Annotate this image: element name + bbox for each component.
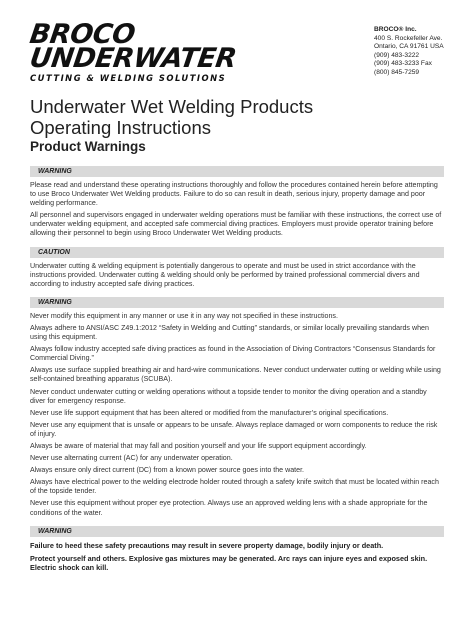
logo-line-1: BROCO [27, 19, 137, 50]
paragraph: Never use life support equipment that has been altered or modified from the manufacturer’s original specifications. [30, 408, 389, 417]
section-heading: Product Warnings [30, 139, 146, 154]
warning-banner: WARNING [30, 166, 444, 177]
company-name: BROCO® Inc. [374, 26, 417, 33]
broco-logo [27, 19, 239, 84]
title-line-1: Underwater Wet Welding Products [30, 96, 314, 117]
address-line-2: Ontario, CA 91761 USA [374, 43, 444, 51]
title-line-2: Operating Instructions [30, 117, 211, 138]
paragraph: Never use this equipment without proper eye protection. Always use an approved welding lens with a shade appropriate for the conditions of the water. [30, 499, 428, 517]
paragraph: Always have electrical power to the welding electrode holder routed through a safety knife switch that must be located within reach of the topside tender. [30, 478, 439, 496]
document-title [30, 96, 450, 138]
company-address-block [374, 26, 444, 78]
paragraph: Always adhere to ANSI/ASC Z49.1:2012 “Safety in Welding and Cutting” standards, or similar locally prevailing standards when using this equipment. [30, 323, 429, 342]
paragraph: Please read and understand these operating instructions thoroughly and follow the procedures contained herein before attempting to use Broco Underwater Wet Welding products. Failure to do so can result in death, serious injury, property damage and poor welding performance. [30, 181, 438, 208]
logo-line-2: UNDERWATER [27, 43, 239, 74]
bold-warning-text: Protect yourself and others. Explosive gas mixtures may be generated. Arc rays can injure eyes and exposed skin. Electric shock can kill. [30, 553, 428, 573]
paragraph: Always use surface supplied breathing air and hard-wire communications. Never conduct underwater cutting or welding while using self-contained breathing apparatus (SCUBA). [30, 366, 441, 384]
phone-number: (909) 483-3222 [374, 51, 420, 59]
paragraph: Always ensure only direct current (DC) from a known power source goes into the water. [30, 466, 305, 475]
address-line-1: 400 S. Rockefeller Ave. [374, 34, 443, 42]
paragraph: All personnel and supervisors engaged in underwater welding operations must be familiar with these instructions, the correct use of underwater welding equipment, and accepted safe commercial diving practices. Employers must provide operator training before allowing their personnel to begin using Broco Underwater Wet Welding products. [30, 211, 442, 238]
warning-banner: WARNING [30, 297, 444, 308]
paragraph: Underwater cutting & welding equipment is potentially dangerous to operate and must be used in strict accordance with the instructions provided. Underwater cutting & welding should only be performed by trained professional commercial divers and according to industry accepted safe diving practices. [30, 261, 420, 288]
paragraph: Always follow industry accepted safe diving practices as found in the Association of Diving Contractors “Consensus Standards for Commercial Diving.” [30, 345, 436, 363]
paragraph: Never modify this equipment in any manner or use it in any way not specified in these instructions. [30, 311, 338, 320]
bold-warning-text: Failure to heed these safety precautions may result in severe property damage, bodily injury or death. [30, 540, 384, 550]
logo-tagline: CUTTING & WELDING SOLUTIONS [30, 73, 227, 83]
fax-number: (909) 483-3233 Fax [374, 60, 432, 68]
paragraph: Always be aware of material that may fall and position yourself and your life support equipment accordingly. [30, 441, 367, 450]
warning-banner: WARNING [30, 526, 444, 537]
caution-banner: CAUTION [30, 247, 444, 258]
paragraph: Never use any equipment that is unsafe or appears to be unsafe. Always replace damaged or worn components to reduce the risk of injury. [30, 420, 438, 438]
toll-free-number: (800) 845-7259 [374, 68, 420, 76]
warnings-content [30, 166, 444, 576]
paragraph: Never use alternating current (AC) for any underwater operation. [30, 454, 233, 463]
paragraph: Never conduct underwater cutting or welding operations without a topside tender to monitor the diving operation and a standby diver for emergency response. [30, 387, 427, 405]
